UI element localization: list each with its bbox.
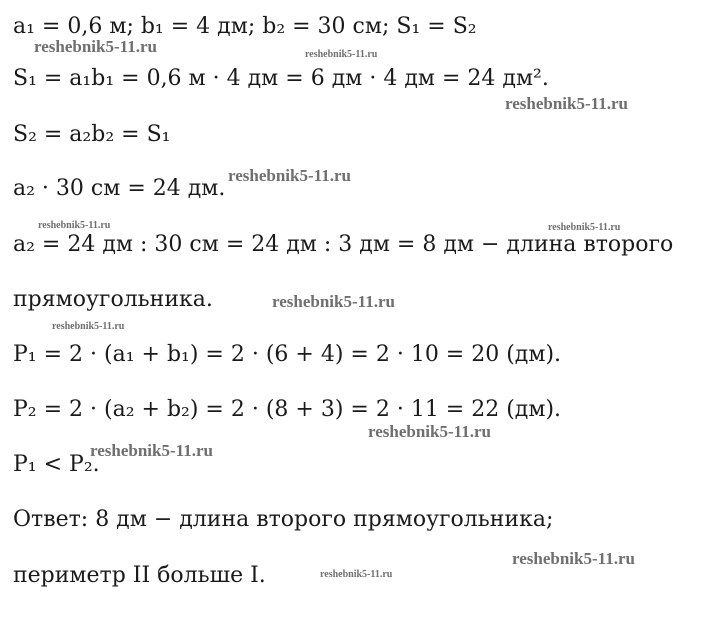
watermark: reshebnik5-11.ru	[34, 37, 157, 56]
watermark: reshebnik5-11.ru	[90, 441, 213, 460]
comparison-line: P₁ < P₂.	[13, 452, 100, 477]
solve-a2-continuation: прямоугольника.	[13, 287, 213, 312]
watermark: reshebnik5-11.ru	[272, 292, 395, 311]
given-values-line: a₁ = 0,6 м; b₁ = 4 дм; b₂ = 30 см; S₁ = S₂	[13, 14, 477, 39]
watermark: reshebnik5-11.ru	[548, 222, 621, 233]
perimeter-p1-line: P₁ = 2 · (a₁ + b₁) = 2 · (6 + 4) = 2 · 10 = 20 (дм).	[13, 342, 562, 367]
area-s1-line: S₁ = a₁b₁ = 0,6 м · 4 дм = 6 дм · 4 дм = 24 дм².	[13, 66, 549, 91]
watermark: reshebnik5-11.ru	[368, 422, 491, 441]
answer-continuation: периметр II больше I.	[13, 563, 266, 588]
watermark: reshebnik5-11.ru	[305, 49, 378, 60]
perimeter-p2-line: P₂ = 2 · (a₂ + b₂) = 2 · (8 + 3) = 2 · 11 = 22 (дм).	[13, 397, 562, 422]
watermark: reshebnik5-11.ru	[505, 94, 628, 113]
watermark: reshebnik5-11.ru	[38, 220, 111, 231]
answer-line: Ответ: 8 дм − длина второго прямоугольника;	[13, 507, 554, 532]
solve-a2-line: a₂ = 24 дм : 30 см = 24 дм : 3 дм = 8 дм − длина второго	[13, 232, 674, 257]
watermark: reshebnik5-11.ru	[512, 549, 635, 568]
watermark: reshebnik5-11.ru	[52, 321, 125, 332]
area-s2-line: S₂ = a₂b₂ = S₁	[13, 122, 171, 147]
equation-a2-line: a₂ · 30 см = 24 дм.	[13, 176, 226, 201]
watermark: reshebnik5-11.ru	[228, 166, 351, 185]
watermark: reshebnik5-11.ru	[320, 569, 393, 580]
